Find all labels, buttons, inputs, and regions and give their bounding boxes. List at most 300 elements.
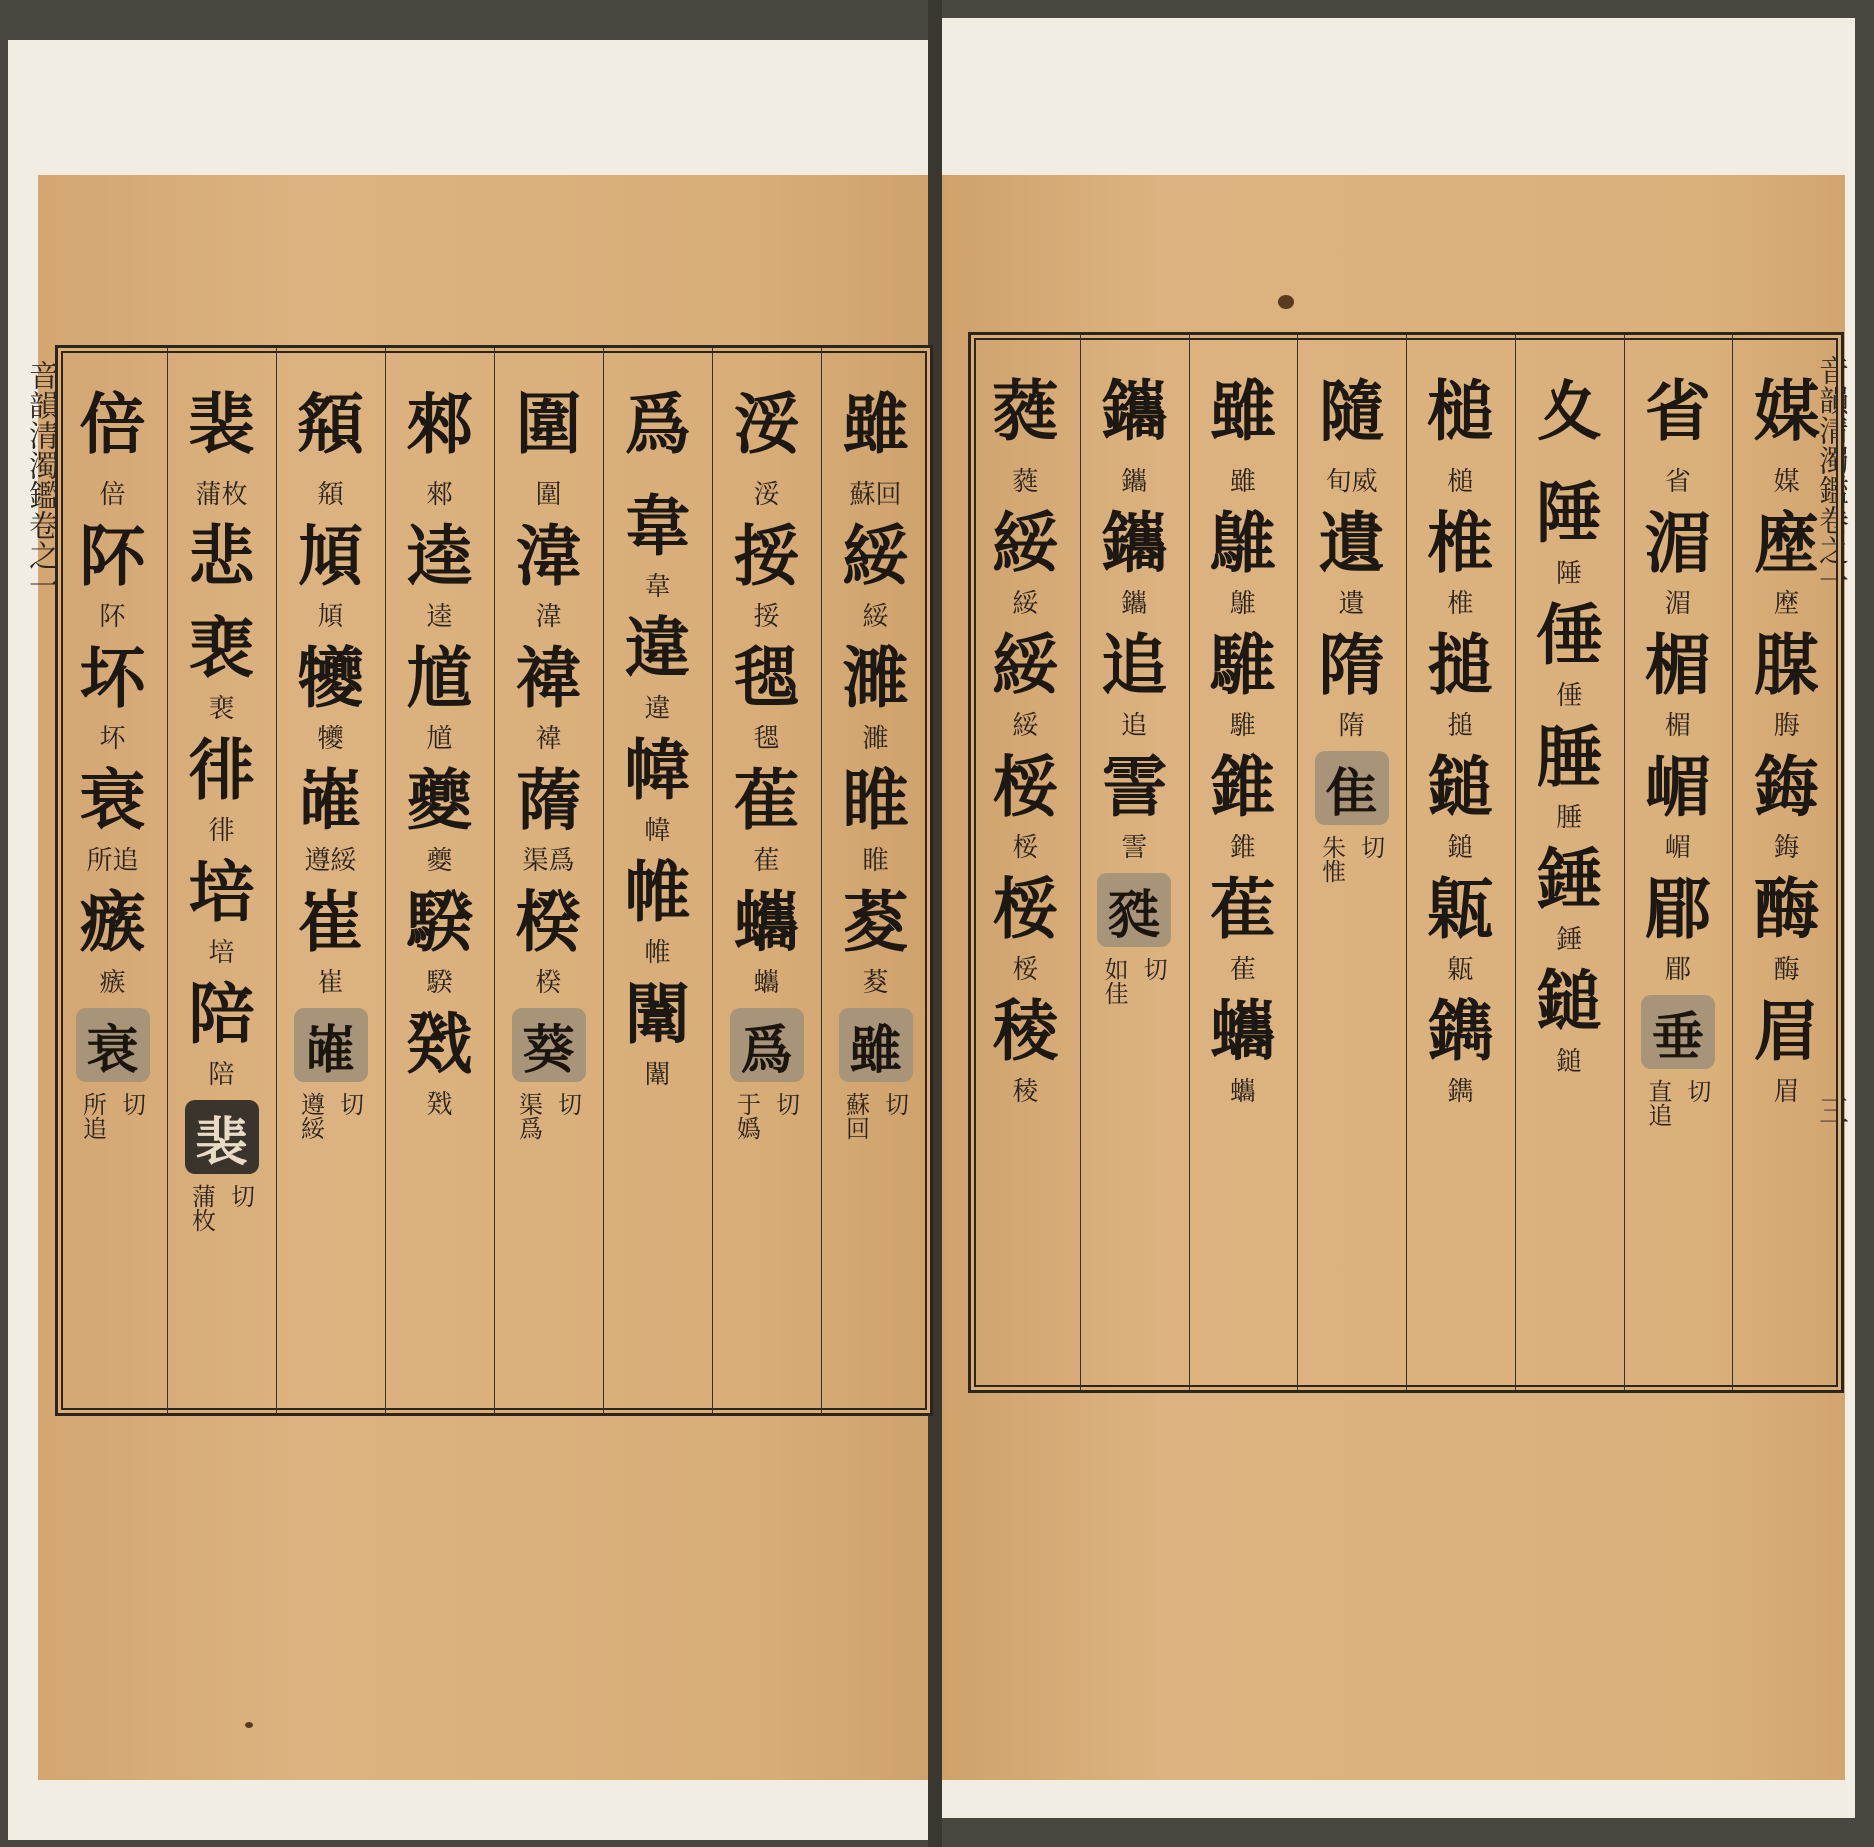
fanqie-annotation (1097, 957, 1171, 1005)
regular-script-character: 脢 (1773, 711, 1800, 741)
entry-cell (843, 876, 909, 998)
entry-cell (80, 632, 146, 754)
regular-script-character: 鑴 (1121, 589, 1148, 619)
regular-script-character: 鎚 (1556, 1047, 1583, 1077)
regular-script-character: 錘 (1556, 925, 1583, 955)
seal-script-character: 湄 (1644, 504, 1711, 582)
head-character: 雖 (1209, 372, 1276, 450)
gloss-character: 媒 (1773, 467, 1800, 497)
regular-script-character: 椎 (1447, 589, 1474, 619)
seal-script-character: 錘 (1536, 840, 1603, 918)
entry-cell (1210, 497, 1276, 619)
seal-script-character: 闈 (624, 975, 691, 1053)
head-character: 省 (1644, 372, 1711, 450)
text-column (1297, 335, 1406, 1390)
seal-script-character: 違 (624, 609, 691, 687)
regular-script-character: 帷 (644, 938, 671, 968)
seal-script-character: 褘 (515, 639, 582, 717)
seal-script-character: 隋 (1318, 626, 1385, 704)
seal-script-character: 倕 (1536, 596, 1603, 674)
fanqie-text: 蒲枚 (187, 1184, 216, 1232)
head-character: 倍 (79, 385, 146, 463)
seal-script-character: 綏 (992, 504, 1059, 582)
entry-cell (625, 724, 691, 846)
seal-script-character: 嵋 (1644, 748, 1711, 826)
fanqie-text: 切 (335, 1092, 364, 1116)
gloss-character: 槌 (1447, 467, 1474, 497)
entry-cell (189, 724, 255, 846)
entry-cell (1645, 863, 1711, 985)
seal-script-character: 腄 (1536, 718, 1603, 796)
entry-cell (1427, 741, 1493, 863)
seal-script-character: 衰 (79, 761, 146, 839)
seal-script-character: 稜 (992, 992, 1059, 1070)
entry-cell (189, 968, 255, 1090)
head-character: 蕤 (992, 372, 1059, 450)
column-rule (1189, 335, 1190, 1390)
regular-script-character: 馗 (426, 724, 453, 754)
seal-script-character: 犪 (297, 639, 364, 717)
text-column (276, 348, 385, 1413)
column-rule (385, 348, 386, 1413)
entry-cell (1101, 619, 1167, 741)
seal-script-character: 頄 (297, 517, 364, 595)
seal-script-character: 鑴 (1101, 504, 1168, 582)
column-rule (1515, 335, 1516, 1390)
head-character: 槌 (1427, 372, 1494, 450)
entry-cell (1754, 497, 1820, 619)
entry-cell (516, 876, 582, 998)
entry-cell (843, 632, 909, 754)
seal-script-character: 培 (188, 853, 255, 931)
entry-cell (734, 754, 800, 876)
gloss-character: 旬威 (1325, 467, 1378, 497)
text-column (821, 348, 930, 1413)
seal-script-character: 腜 (1753, 626, 1820, 704)
entry-cell (1427, 619, 1493, 741)
entry-cell (1754, 985, 1820, 1107)
seal-script-character: 嶉 (297, 761, 364, 839)
entry-cell (1645, 497, 1711, 619)
regular-script-character: 蠵 (1229, 1077, 1256, 1107)
entry-cell (1645, 741, 1711, 863)
entry-cell (1319, 497, 1385, 619)
entry-cell (1101, 741, 1167, 863)
seal-script-character: 逵 (406, 517, 473, 595)
entry-cell (1427, 497, 1493, 619)
entry-cell (992, 497, 1058, 619)
fanqie-text: 所追 (78, 1092, 107, 1140)
head-character: 頯 (297, 385, 364, 463)
entry-cell (407, 876, 473, 998)
fanqie-annotation (76, 1092, 150, 1140)
entry-cell (407, 510, 473, 632)
entry-cell (1536, 467, 1602, 589)
regular-script-character: 塺 (1773, 589, 1800, 619)
entry-cell (80, 876, 146, 998)
regular-script-character: 坏 (99, 724, 126, 754)
seal-script-character: 毸 (733, 639, 800, 717)
regular-script-character: 嵋 (1664, 833, 1691, 863)
fanqie-text: 切 (117, 1092, 146, 1116)
head-character: 雖 (842, 385, 909, 463)
seal-script-character: 悲 (188, 517, 255, 595)
fanqie-text: 切 (553, 1092, 582, 1116)
regular-script-character: 綏 (1012, 711, 1039, 741)
gloss-character: 鑴 (1121, 467, 1148, 497)
left-margin-header: 音韻清濁鑑卷之一 (23, 360, 58, 600)
seal-script-character: 挼 (733, 517, 800, 595)
regular-script-character: 騤 (426, 968, 453, 998)
regular-script-character: 裵 (208, 694, 235, 724)
rhyme-seal-box: 裴 (185, 1100, 259, 1174)
entry-cell (1101, 497, 1167, 619)
column-rule (1624, 335, 1625, 1390)
fanqie-annotation (512, 1092, 586, 1140)
fanqie-text: 切 (1682, 1079, 1711, 1103)
regular-script-character: 荾 (862, 968, 889, 998)
regular-script-character: 挼 (753, 602, 780, 632)
fanqie-text: 切 (1356, 835, 1385, 859)
rhyme-seal-box: 雖 (839, 1008, 913, 1082)
regular-script-character: 渠爲 (522, 846, 575, 876)
rhyme-seal-box: 葵 (512, 1008, 586, 1082)
seal-script-character: 綏 (842, 517, 909, 595)
text-column (1189, 335, 1298, 1390)
seal-script-character: 鎚 (1427, 748, 1494, 826)
seal-script-character: 楣 (1644, 626, 1711, 704)
seal-script-character: 陲 (1536, 474, 1603, 552)
gloss-character: 郲 (426, 480, 453, 510)
seal-script-character: 帷 (624, 853, 691, 931)
fanqie-annotation (185, 1184, 259, 1232)
regular-script-character: 所追 (86, 846, 139, 876)
entry-cell (1210, 985, 1276, 1107)
rhyme-seal-box: 衰 (76, 1008, 150, 1082)
regular-script-character: 陪 (208, 1060, 235, 1090)
fanqie-text: 渠爲 (514, 1092, 543, 1140)
entry-cell (189, 846, 255, 968)
regular-script-character: 戣 (426, 1090, 453, 1120)
entry-cell (516, 510, 582, 632)
entry-cell (734, 510, 800, 632)
fanqie-annotation (294, 1092, 368, 1140)
gloss-character: 頯 (317, 480, 344, 510)
seal-script-character: 蠵 (1209, 992, 1276, 1070)
regular-script-character: 霅 (1121, 833, 1148, 863)
entry-cell (1754, 741, 1820, 863)
regular-script-character: 瘯 (99, 968, 126, 998)
text-column (1080, 335, 1189, 1390)
regular-script-character: 鎚 (1447, 833, 1474, 863)
seal-script-character: 甈 (1427, 870, 1494, 948)
column-rule (712, 348, 713, 1413)
seal-script-character: 睢 (842, 761, 909, 839)
regular-script-character: 毸 (753, 724, 780, 754)
entry-cell (625, 602, 691, 724)
seal-script-character: 崔 (297, 883, 364, 961)
regular-script-character: 湋 (535, 602, 562, 632)
entry-cell (734, 632, 800, 754)
seal-script-character: 椎 (1427, 504, 1494, 582)
text-column (1732, 335, 1841, 1390)
fanqie-annotation (1641, 1079, 1715, 1127)
fanqie-text: 切 (880, 1092, 909, 1116)
right-margin-header: 音韻清濁鑑卷之一 (1813, 355, 1848, 595)
regular-script-character: 桵 (1012, 955, 1039, 985)
entry-cell (407, 998, 473, 1120)
entry-cell (189, 510, 255, 602)
entry-cell (1427, 985, 1493, 1107)
text-column (603, 348, 712, 1413)
seal-script-character: 桵 (992, 870, 1059, 948)
regular-script-character: 追 (1121, 711, 1148, 741)
seal-script-character: 裵 (188, 609, 255, 687)
fanqie-text: 切 (1139, 957, 1168, 981)
text-column (712, 348, 821, 1413)
entry-cell (189, 602, 255, 724)
entry-cell (625, 846, 691, 968)
regular-script-character: 犪 (317, 724, 344, 754)
entry-cell (992, 863, 1058, 985)
right-text-frame (968, 332, 1844, 1393)
gloss-character: 蕤 (1012, 467, 1039, 497)
seal-script-character: 騅 (1209, 626, 1276, 704)
regular-script-character: 錐 (1229, 833, 1256, 863)
seal-script-character: 䔺 (515, 761, 582, 839)
regular-script-character: 綏 (862, 602, 889, 632)
column-rule (1732, 335, 1733, 1390)
rhyme-seal-box: 爲 (730, 1008, 804, 1082)
regular-script-character: 眉 (1773, 1077, 1800, 1107)
seal-script-character: 鐫 (1427, 992, 1494, 1070)
entry-cell (407, 632, 473, 754)
seal-script-character: 萑 (1209, 870, 1276, 948)
rhyme-seal-box: 隹 (1315, 751, 1389, 825)
regular-script-character: 睢 (862, 846, 889, 876)
seal-script-character: 鎚 (1536, 962, 1603, 1040)
entry-cell (992, 619, 1058, 741)
regular-script-character: 隋 (1338, 711, 1365, 741)
entry-cell (1536, 955, 1602, 1077)
regular-script-character: 遺 (1338, 589, 1365, 619)
head-character: 郲 (406, 385, 473, 463)
regular-script-character: 逵 (426, 602, 453, 632)
regular-script-character: 褘 (535, 724, 562, 754)
seal-script-character: 濉 (842, 639, 909, 717)
rhyme-seal-box: 甤 (1097, 873, 1171, 947)
entry-cell (992, 985, 1058, 1107)
regular-script-character: 搥 (1447, 711, 1474, 741)
regular-script-character: 萑 (753, 846, 780, 876)
regular-script-character: 阫 (99, 602, 126, 632)
fanqie-annotation (839, 1092, 913, 1140)
gloss-character: 蘇回 (849, 480, 902, 510)
rhyme-seal-box: 垂 (1641, 995, 1715, 1069)
regular-script-character: 騅 (1229, 711, 1256, 741)
entry-cell (625, 968, 691, 1090)
regular-script-character: 鐫 (1447, 1077, 1474, 1107)
seal-script-character: 追 (1101, 626, 1168, 704)
seal-script-character: 酶 (1753, 870, 1820, 948)
gloss-character: 雖 (1229, 467, 1256, 497)
head-character: 爲 (624, 385, 691, 463)
ink-stain (245, 1722, 253, 1728)
seal-script-character: 幃 (624, 731, 691, 809)
regular-script-character: 遵綏 (304, 846, 357, 876)
seal-script-character: 眉 (1753, 992, 1820, 1070)
entry-cell (1754, 619, 1820, 741)
gloss-character: 省 (1664, 467, 1691, 497)
seal-script-character: 鋂 (1753, 748, 1820, 826)
regular-script-character: 崔 (317, 968, 344, 998)
regular-script-character: 酶 (1773, 955, 1800, 985)
head-character: 裴 (188, 385, 255, 463)
entry-cell (1210, 863, 1276, 985)
seal-script-character: 夔 (406, 761, 473, 839)
column-rule (603, 348, 604, 1413)
entry-cell (516, 632, 582, 754)
regular-script-character: 甈 (1447, 955, 1474, 985)
seal-script-character: 綏 (992, 626, 1059, 704)
regular-script-character: 鵻 (1229, 589, 1256, 619)
seal-script-character: 搥 (1427, 626, 1494, 704)
seal-script-character: 荾 (842, 883, 909, 961)
seal-script-character: 蠵 (733, 883, 800, 961)
regular-script-character: 桵 (1012, 833, 1039, 863)
fanqie-text: 于嬀 (732, 1092, 761, 1140)
fanqie-annotation (1315, 835, 1389, 883)
head-character: 浽 (733, 385, 800, 463)
fanqie-text: 切 (771, 1092, 800, 1116)
entry-cell (992, 741, 1058, 863)
seal-script-character: 韋 (624, 487, 691, 565)
entry-cell (298, 632, 364, 754)
head-character: 鑴 (1101, 372, 1168, 450)
regular-script-character: 闈 (644, 1060, 671, 1090)
column-rule (167, 348, 168, 1413)
entry-cell (734, 876, 800, 998)
fanqie-text: 蘇回 (841, 1092, 870, 1140)
fanqie-text: 遵綏 (296, 1092, 325, 1140)
regular-script-character: 培 (208, 938, 235, 968)
head-character: 夊 (1536, 372, 1603, 450)
entry-cell (843, 754, 909, 876)
regular-script-character: 萑 (1229, 955, 1256, 985)
entry-cell (625, 480, 691, 602)
entry-cell (1210, 619, 1276, 741)
regular-script-character: 濉 (862, 724, 889, 754)
entry-cell (1536, 711, 1602, 833)
seal-script-character: 騤 (406, 883, 473, 961)
text-column (167, 348, 276, 1413)
fanqie-text: 切 (226, 1184, 255, 1208)
seal-script-character: 戣 (406, 1005, 473, 1083)
regular-script-character: 稜 (1012, 1077, 1039, 1107)
fanqie-text: 朱惟 (1317, 835, 1346, 883)
regular-script-character: 湄 (1664, 589, 1691, 619)
head-character: 媒 (1753, 372, 1820, 450)
entry-cell (516, 754, 582, 876)
fanqie-text: 直追 (1643, 1079, 1672, 1127)
entry-cell (298, 754, 364, 876)
gloss-character: 浽 (753, 480, 780, 510)
regular-script-character: 倕 (1556, 681, 1583, 711)
regular-script-character: 蠵 (753, 968, 780, 998)
regular-script-character: 楣 (1664, 711, 1691, 741)
regular-script-character: 郿 (1664, 955, 1691, 985)
regular-script-character: 幃 (644, 816, 671, 846)
entry-cell (1210, 741, 1276, 863)
seal-script-character: 馗 (406, 639, 473, 717)
seal-script-character: 遺 (1318, 504, 1385, 582)
ink-stain (1278, 295, 1294, 309)
seal-script-character: 塺 (1753, 504, 1820, 582)
column-rule (1297, 335, 1298, 1390)
text-column (1406, 335, 1515, 1390)
column-rule (1080, 335, 1081, 1390)
regular-script-character: 違 (644, 694, 671, 724)
seal-script-character: 瘯 (79, 883, 146, 961)
seal-script-character: 徘 (188, 731, 255, 809)
entry-cell (407, 754, 473, 876)
entry-cell (1319, 619, 1385, 741)
seal-script-character: 桵 (992, 748, 1059, 826)
entry-cell (843, 510, 909, 632)
text-column (1515, 335, 1624, 1390)
entry-cell (1536, 833, 1602, 955)
regular-script-character: 頄 (317, 602, 344, 632)
column-rule (494, 348, 495, 1413)
entry-cell (1427, 863, 1493, 985)
text-column (58, 348, 167, 1413)
column-rule (276, 348, 277, 1413)
fanqie-text: 如佳 (1100, 957, 1129, 1005)
seal-script-character: 錐 (1209, 748, 1276, 826)
entry-cell (1754, 863, 1820, 985)
column-rule (1406, 335, 1407, 1390)
rhyme-seal-box: 嶉 (294, 1008, 368, 1082)
seal-script-character: 鵻 (1209, 504, 1276, 582)
text-column (494, 348, 603, 1413)
right-folio: 三 (1813, 1095, 1848, 1125)
text-column (1624, 335, 1733, 1390)
regular-script-character: 陲 (1556, 559, 1583, 589)
seal-script-character: 坏 (79, 639, 146, 717)
gloss-character: 圍 (535, 480, 562, 510)
head-character: 隨 (1318, 372, 1385, 450)
entry-cell (80, 510, 146, 632)
gloss-character: 倍 (99, 480, 126, 510)
regular-script-character: 夔 (426, 846, 453, 876)
regular-script-character: 徘 (208, 816, 235, 846)
regular-script-character: 腄 (1556, 803, 1583, 833)
regular-script-character: 韋 (644, 572, 671, 602)
left-text-frame (55, 345, 933, 1416)
entry-cell (80, 754, 146, 876)
regular-script-character: 綏 (1012, 589, 1039, 619)
seal-script-character: 郿 (1644, 870, 1711, 948)
gloss-character: 蒲枚 (195, 480, 248, 510)
seal-script-character: 楑 (515, 883, 582, 961)
text-column (385, 348, 494, 1413)
seal-script-character: 阫 (79, 517, 146, 595)
text-column (971, 335, 1080, 1390)
column-rule (821, 348, 822, 1413)
seal-script-character: 萑 (733, 761, 800, 839)
entry-cell (298, 876, 364, 998)
regular-script-character: 楑 (535, 968, 562, 998)
